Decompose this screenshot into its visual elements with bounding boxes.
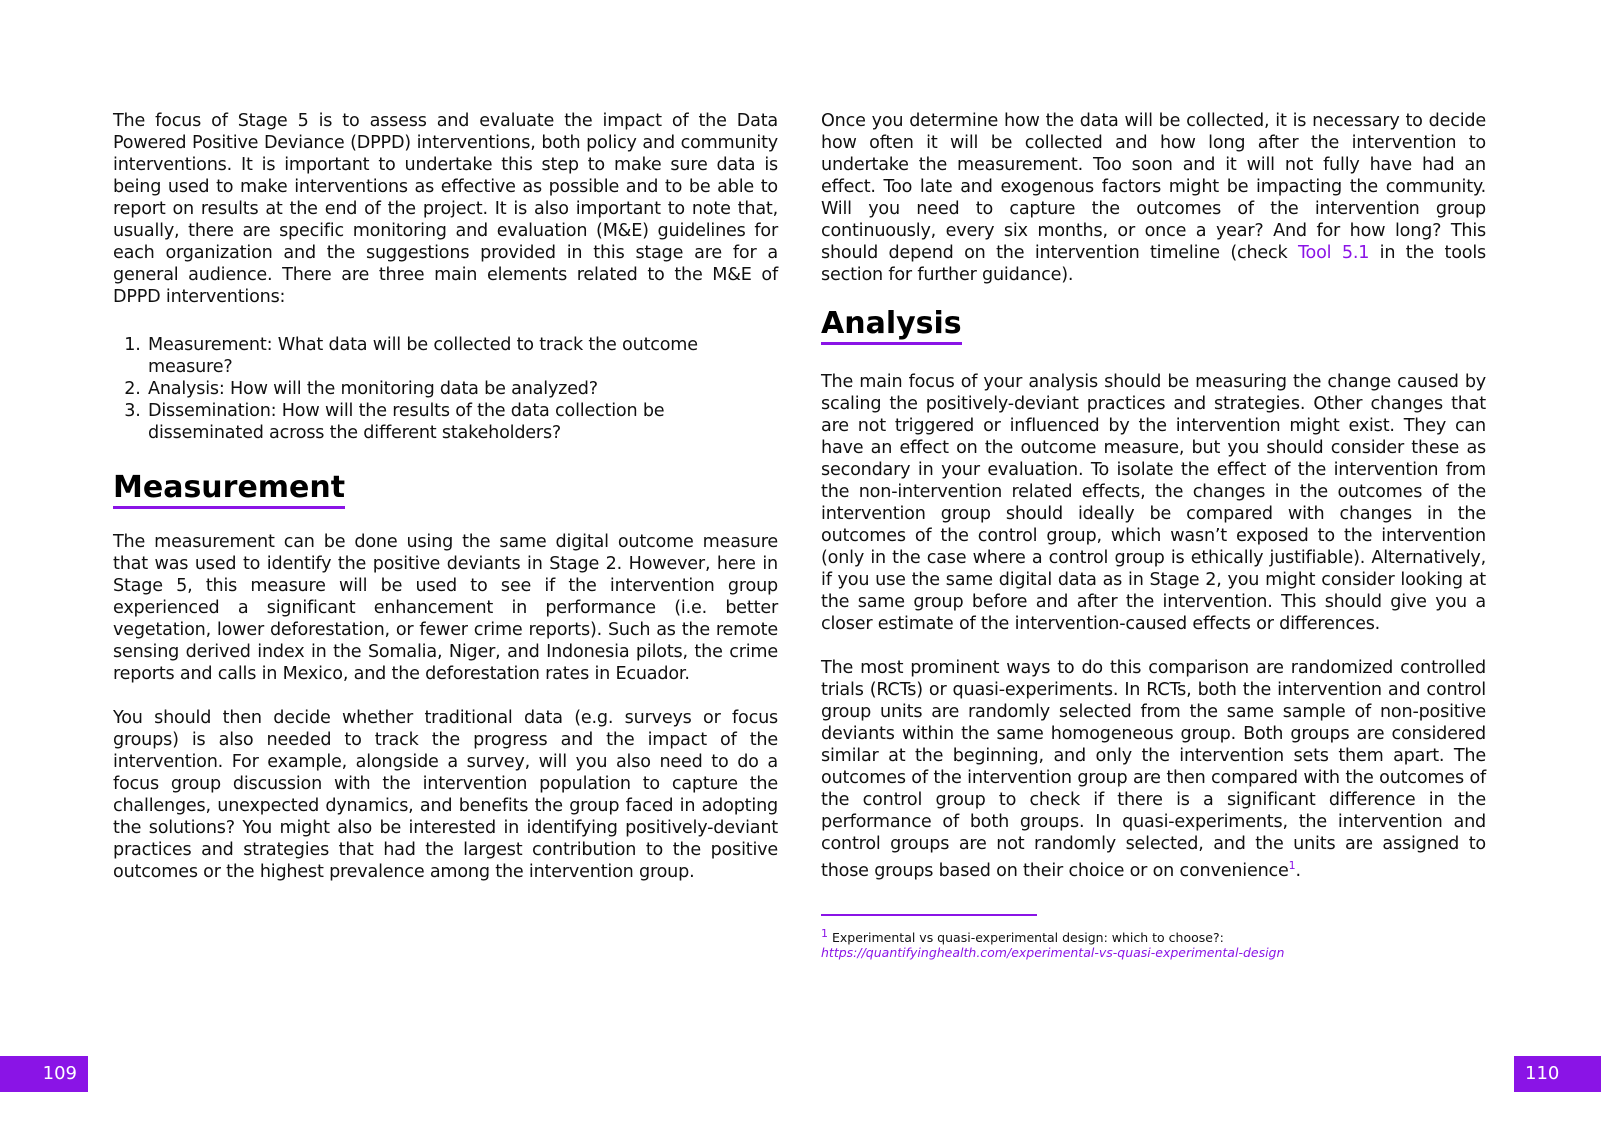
list-item: 2. Analysis: How will the monitoring data be analyzed? [146, 378, 778, 400]
footnote: $^1$ Experimental vs quasi-experimental design: which to choose?: https://quantifyinghealth.com/experimental-vs-quasi-experimental-design [821, 926, 1285, 961]
analysis-paragraph-1: The main focus of your analysis should be measuring the change caused by scaling the positively-deviant practices and strategies. Other changes that are not triggered or influenced by the intervention might exist. They can have an effect on the outcome measure, but you should consider these as secondary in your evaluation. To isolate the effect of the intervention from the non-intervention related effects, the changes in the outcomes of the intervention group should ideally be compared with changes in the outcomes of the control group, which wasn’t exposed to the intervention (only in the case where a control group is ethically justifiable). Alternatively, if you use the same digital data as in Stage 2, you might consider looking at the same group before and after the intervention. This should give you a closer estimate of the intervention-caused effects or differences. [821, 372, 1486, 634]
intro-paragraph: The focus of Stage 5 is to assess and evaluate the impact of the Data Powered Positive Deviance (DPPD) interventions, both policy and community interventions. It is important to undertake this step to make sure data is being used to make interventions as effective as possible and to be able to report on results at the end of the project. It is also important to note that, usually, there are specific monitoring and evaluation (M&E) guidelines for each organization and the suggestions provided in this stage are for a general audience. There are three main elements related to the M&E of DPPD interventions: [113, 111, 778, 307]
timing-paragraph: Once you determine how the data will be collected, it is necessary to decide how often it will be collected and how long after the intervention to undertake the measurement. Too soon and it will not fully have had an effect. Too late and exogenous factors might be impacting the community. Will you need to capture the outcomes of the intervention group continuously, every six months, or once a year? And for how long? This should depend on the intervention timeline (check Tool 5.1 in the tools section for further guidance). [821, 111, 1486, 285]
measurement-heading: Measurement [113, 470, 345, 509]
tool-5-1-link[interactable]: Tool 5.1 [1297, 243, 1370, 263]
measurement-paragraph-2: You should then decide whether traditional data (e.g. surveys or focus groups) is also needed to track the progress and the impact of the intervention. For example, alongside a survey, will you also need to do a focus group discussion with the intervention population to capture the challenges, unexpected dynamics, and benefits the group faced in adopting the solutions? You might also be interested in identifying positively-deviant practices and strategies that had the largest contribution to the positive outcomes or the highest prevalence among the intervention group. [113, 708, 778, 882]
left-page-column [113, 110, 778, 883]
list-item: 1. Measurement: What data will be collected to track the outcome measure? [146, 334, 778, 378]
page-number-right: 110 [1514, 1056, 1601, 1092]
me-elements-list [113, 334, 778, 444]
footnote-reference[interactable]: 1 [1288, 859, 1296, 872]
footnote-url-link[interactable]: https://quantifyinghealth.com/experimental-vs-quasi-experimental-design [821, 945, 1285, 961]
measurement-paragraph-1: The measurement can be done using the same digital outcome measure that was used to identify the positive deviants in Stage 2. However, here in Stage 5, this measure will be used to see if the intervention group experienced a significant enhancement in performance (i.e. better vegetation, lower deforestation, or fewer crime reports). Such as the remote sensing derived index in the Somalia, Niger, and Indonesia pilots, the crime reports and calls in Mexico, and the deforestation rates in Ecuador. [113, 532, 778, 684]
analysis-paragraph-2: The most prominent ways to do this comparison are randomized controlled trials (RCTs) or quasi-experiments. In RCTs, both the intervention and control group units are randomly selected from the same sample of non-positive deviants within the same homogeneous group. Both groups are considered similar at the beginning, and only the intervention sets them apart. The outcomes of the intervention group are then compared with the outcomes of the control group to check if there is a significant difference in the performance of both groups. In quasi-experiments, the intervention and control groups are not randomly selected, and the units are assigned to those groups based on their choice or on convenience$^1$. [821, 658, 1486, 881]
footnote-divider [821, 914, 1037, 916]
right-page-column [821, 110, 1486, 960]
list-item: 3. Dissemination: How will the results of the data collection be disseminated across the different stakeholders? [146, 400, 778, 444]
page-number-left: 109 [0, 1056, 88, 1092]
analysis-heading: Analysis [821, 306, 962, 345]
